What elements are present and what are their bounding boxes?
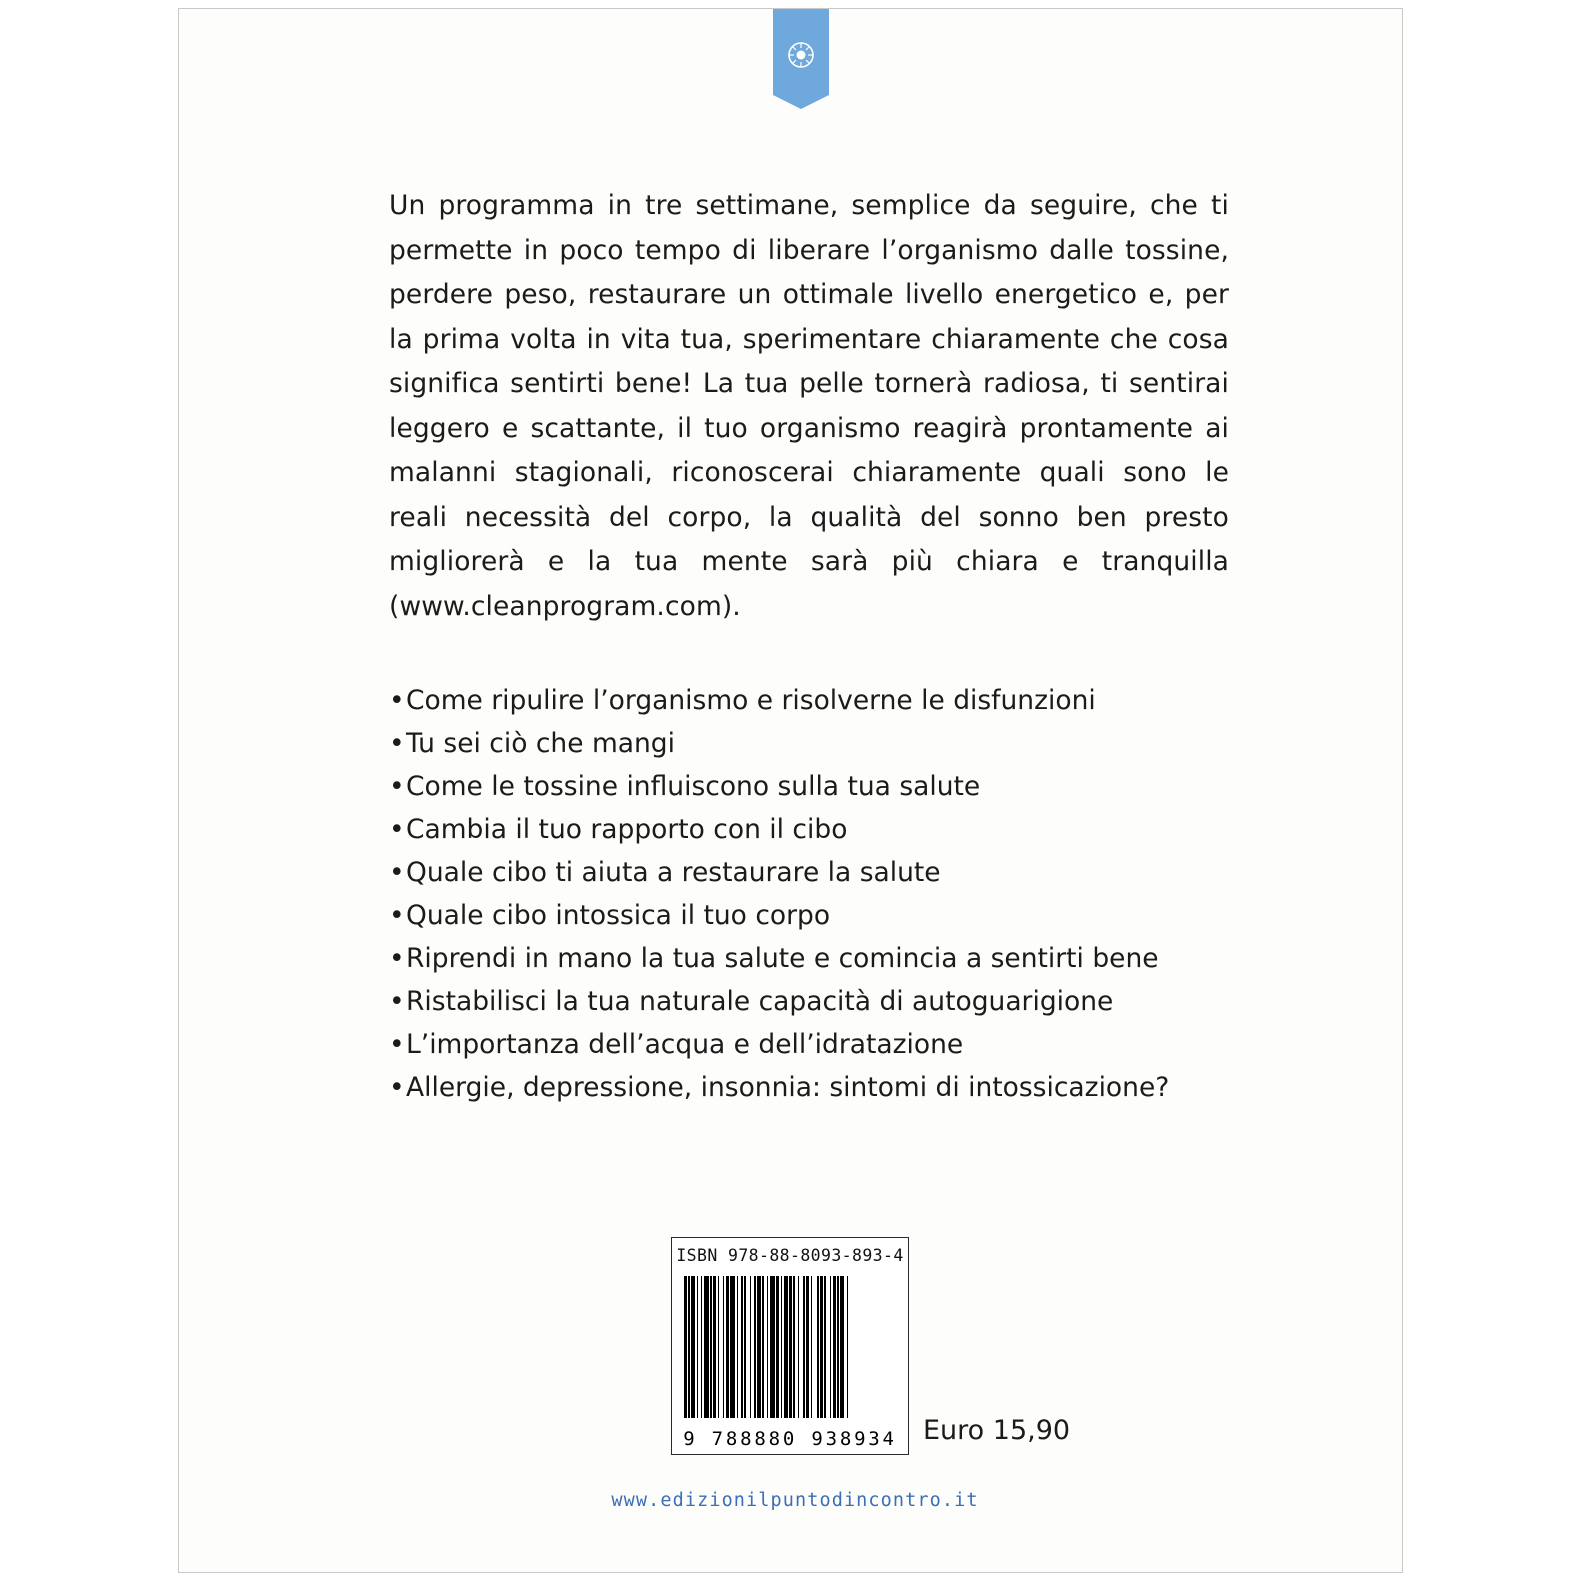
list-item-label: Riprendi in mano la tua salute e comincia a sentirti bene [406,943,1159,974]
barcode-bars [684,1276,898,1418]
bullet-dot-icon: • [389,986,405,1017]
flag-notch [773,95,829,109]
list-item [389,722,1229,765]
bullet-dot-icon: • [389,728,405,759]
bullet-dot-icon: • [389,771,405,802]
price-label: Euro 15,90 [923,1415,1071,1446]
list-item-label: Tu sei ciò che mangi [406,728,675,759]
list-item [389,679,1229,722]
list-item-label: Quale cibo intossica il tuo corpo [406,900,831,931]
bullet-dot-icon: • [389,943,405,974]
book-back-cover [178,8,1403,1573]
list-item-label: Come ripulire l’organismo e risolverne le disfunzioni [406,685,1096,716]
bullet-dot-icon: • [389,814,405,845]
bullet-dot-icon: • [389,900,405,931]
list-item-label: Cambia il tuo rapporto con il cibo [406,814,848,845]
list-item [389,980,1229,1023]
list-item [389,851,1229,894]
publisher-url[interactable]: www.edizionilpuntodincontro.it [611,1490,979,1511]
publisher-flag-icon [773,9,829,109]
bullet-dot-icon: • [389,1072,405,1103]
list-item [389,937,1229,980]
blurb-paragraph: Un programma in tre settimane, semplice da seguire, che ti permette in poco tempo di liberare l’organismo dalle tossine, perdere peso, restaurare un ottimale livello energetico e, per la prima volta in vita tua, sperimentare chiaramente che cosa significa sentirti bene! La tua pelle tornerà radiosa, ti sentirai leggero e scattante, il tuo organismo reagirà prontamente ai malanni stagionali, riconoscerai chiaramente quali sono le reali necessità del corpo, la qualità del sonno ben presto migliorerà e la tua mente sarà più chiara e tranquilla (www.cleanprogram.com). [389,190,1229,622]
barcode-digits: 9 788880 938934 [683,1428,897,1450]
list-item-label: Allergie, depressione, insonnia: sintomi di intossicazione? [406,1072,1170,1103]
isbn-label: ISBN 978-88-8093-893-4 [676,1246,904,1265]
list-item [389,1023,1229,1066]
back-cover-content [389,184,1229,1109]
list-item [389,894,1229,937]
list-item [389,1066,1229,1109]
list-item-label: Quale cibo ti aiuta a restaurare la salute [406,857,941,888]
barcode-area [671,1237,1071,1455]
list-item-label: L’importanza dell’acqua e dell’idratazione [406,1029,964,1060]
list-item [389,808,1229,851]
publisher-emblem-icon [784,38,818,72]
bullet-dot-icon: • [389,685,405,716]
feature-bullet-list [389,679,1229,1109]
list-item [389,765,1229,808]
bullet-dot-icon: • [389,857,405,888]
barcode [671,1237,909,1455]
list-item-label: Come le tossine influiscono sulla tua salute [406,771,981,802]
bullet-dot-icon: • [389,1029,405,1060]
list-item-label: Ristabilisci la tua naturale capacità di autoguarigione [406,986,1114,1017]
